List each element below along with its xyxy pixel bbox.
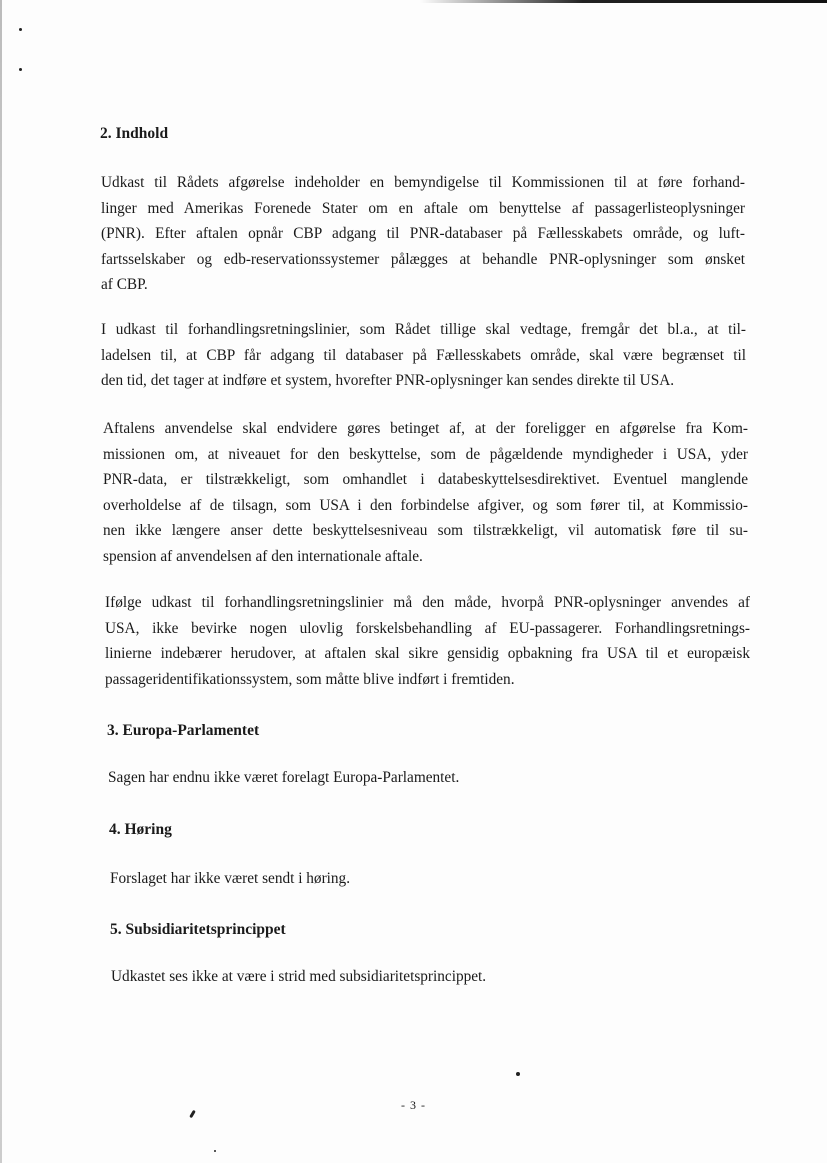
paragraph	[105, 590, 750, 692]
scan-edge-mark	[420, 0, 827, 3]
paragraph	[101, 170, 745, 298]
text-line: USA, ikke bevirke nogen ulovlig forskelsbehandling af EU-passagerer. Forhandlingsretnings-	[105, 619, 750, 637]
section-text: Forslaget har ikke været sendt i høring.	[110, 870, 351, 887]
text-line: (PNR). Efter aftalen opnår CBP adgang til PNR-databaser på Fællesskabets område, og luft-	[101, 225, 745, 242]
text-line: den tid, det tager at indføre et system, hvorefter PNR-oplysninger kan sendes direkte til USA.	[101, 372, 675, 389]
text-line: passageridentifikationssystem, som måtte blive indført i fremtiden.	[105, 670, 515, 688]
text-line: Udkast til Rådets afgørelse indeholder en bemyndigelse til Kommissionen til at føre forhand-	[101, 174, 745, 191]
scan-speck	[19, 68, 22, 71]
text-line: ladelsen til, at CBP får adgang til databaser på Fællesskabets område, skal være begrænset til	[101, 346, 746, 364]
section-heading: 5. Subsidiaritetsprincippet	[110, 921, 286, 938]
text-line: af CBP.	[101, 276, 148, 293]
text-line: linierne indebærer herudover, at aftalen skal sikre gensidig opbakning fra USA til et europæisk	[105, 645, 750, 662]
text-line: missionen om, at niveauet for den beskyttelse, som de pågældende myndigheder i USA, yder	[103, 445, 748, 463]
section-heading: 3. Europa-Parlamentet	[107, 722, 260, 739]
section-heading: 4. Høring	[109, 821, 172, 838]
section-text: Sagen har endnu ikke været forelagt Europa-Parlamentet.	[108, 769, 460, 786]
text-line: Ifølge udkast til forhandlingsretningslinier må den måde, hvorpå PNR-oplysninger anvendes af	[105, 594, 750, 611]
text-line: Aftalens anvendelse skal endvidere gøres betinget af, at der foreligger en afgørelse fra Kom-	[103, 420, 748, 437]
page-number: - 3 -	[401, 1098, 426, 1112]
text-line: fartsselskaber og edb-reservationssystemer pålægges at behandle PNR-oplysninger som ønsket	[101, 250, 745, 268]
text-line: nen ikke længere anser dette beskyttelsesniveau som tilstrækkeligt, vil automatisk føre til su-	[103, 522, 748, 539]
scan-edge-mark	[0, 0, 2, 1163]
scan-speck	[214, 1150, 216, 1152]
scan-speck	[19, 28, 22, 31]
text-line: spension af anvendelsen af den internationale aftale.	[103, 547, 423, 565]
text-line: overholdelse af de tilsagn, som USA i den forbindelse afgiver, og som fører til, at Kommissio-	[103, 496, 748, 514]
paragraph	[101, 317, 746, 394]
section-text: Udkastet ses ikke at være i strid med subsidiaritetsprincippet.	[111, 968, 487, 985]
text-line: linger med Amerikas Forenede Stater om en aftale om benyttelse af passagerlisteoplysninger	[101, 199, 745, 217]
paragraph	[103, 416, 748, 569]
text-line: I udkast til forhandlingsretningslinier, som Rådet tillige skal vedtage, fremgår det bl.a., at til-	[101, 321, 746, 338]
scan-speck	[516, 1072, 520, 1076]
text-line: PNR-data, er tilstrækkeligt, som omhandlet i databeskyttelsesdirektivet. Eventuel manglende	[103, 471, 748, 488]
section-heading: 2. Indhold	[100, 125, 169, 142]
